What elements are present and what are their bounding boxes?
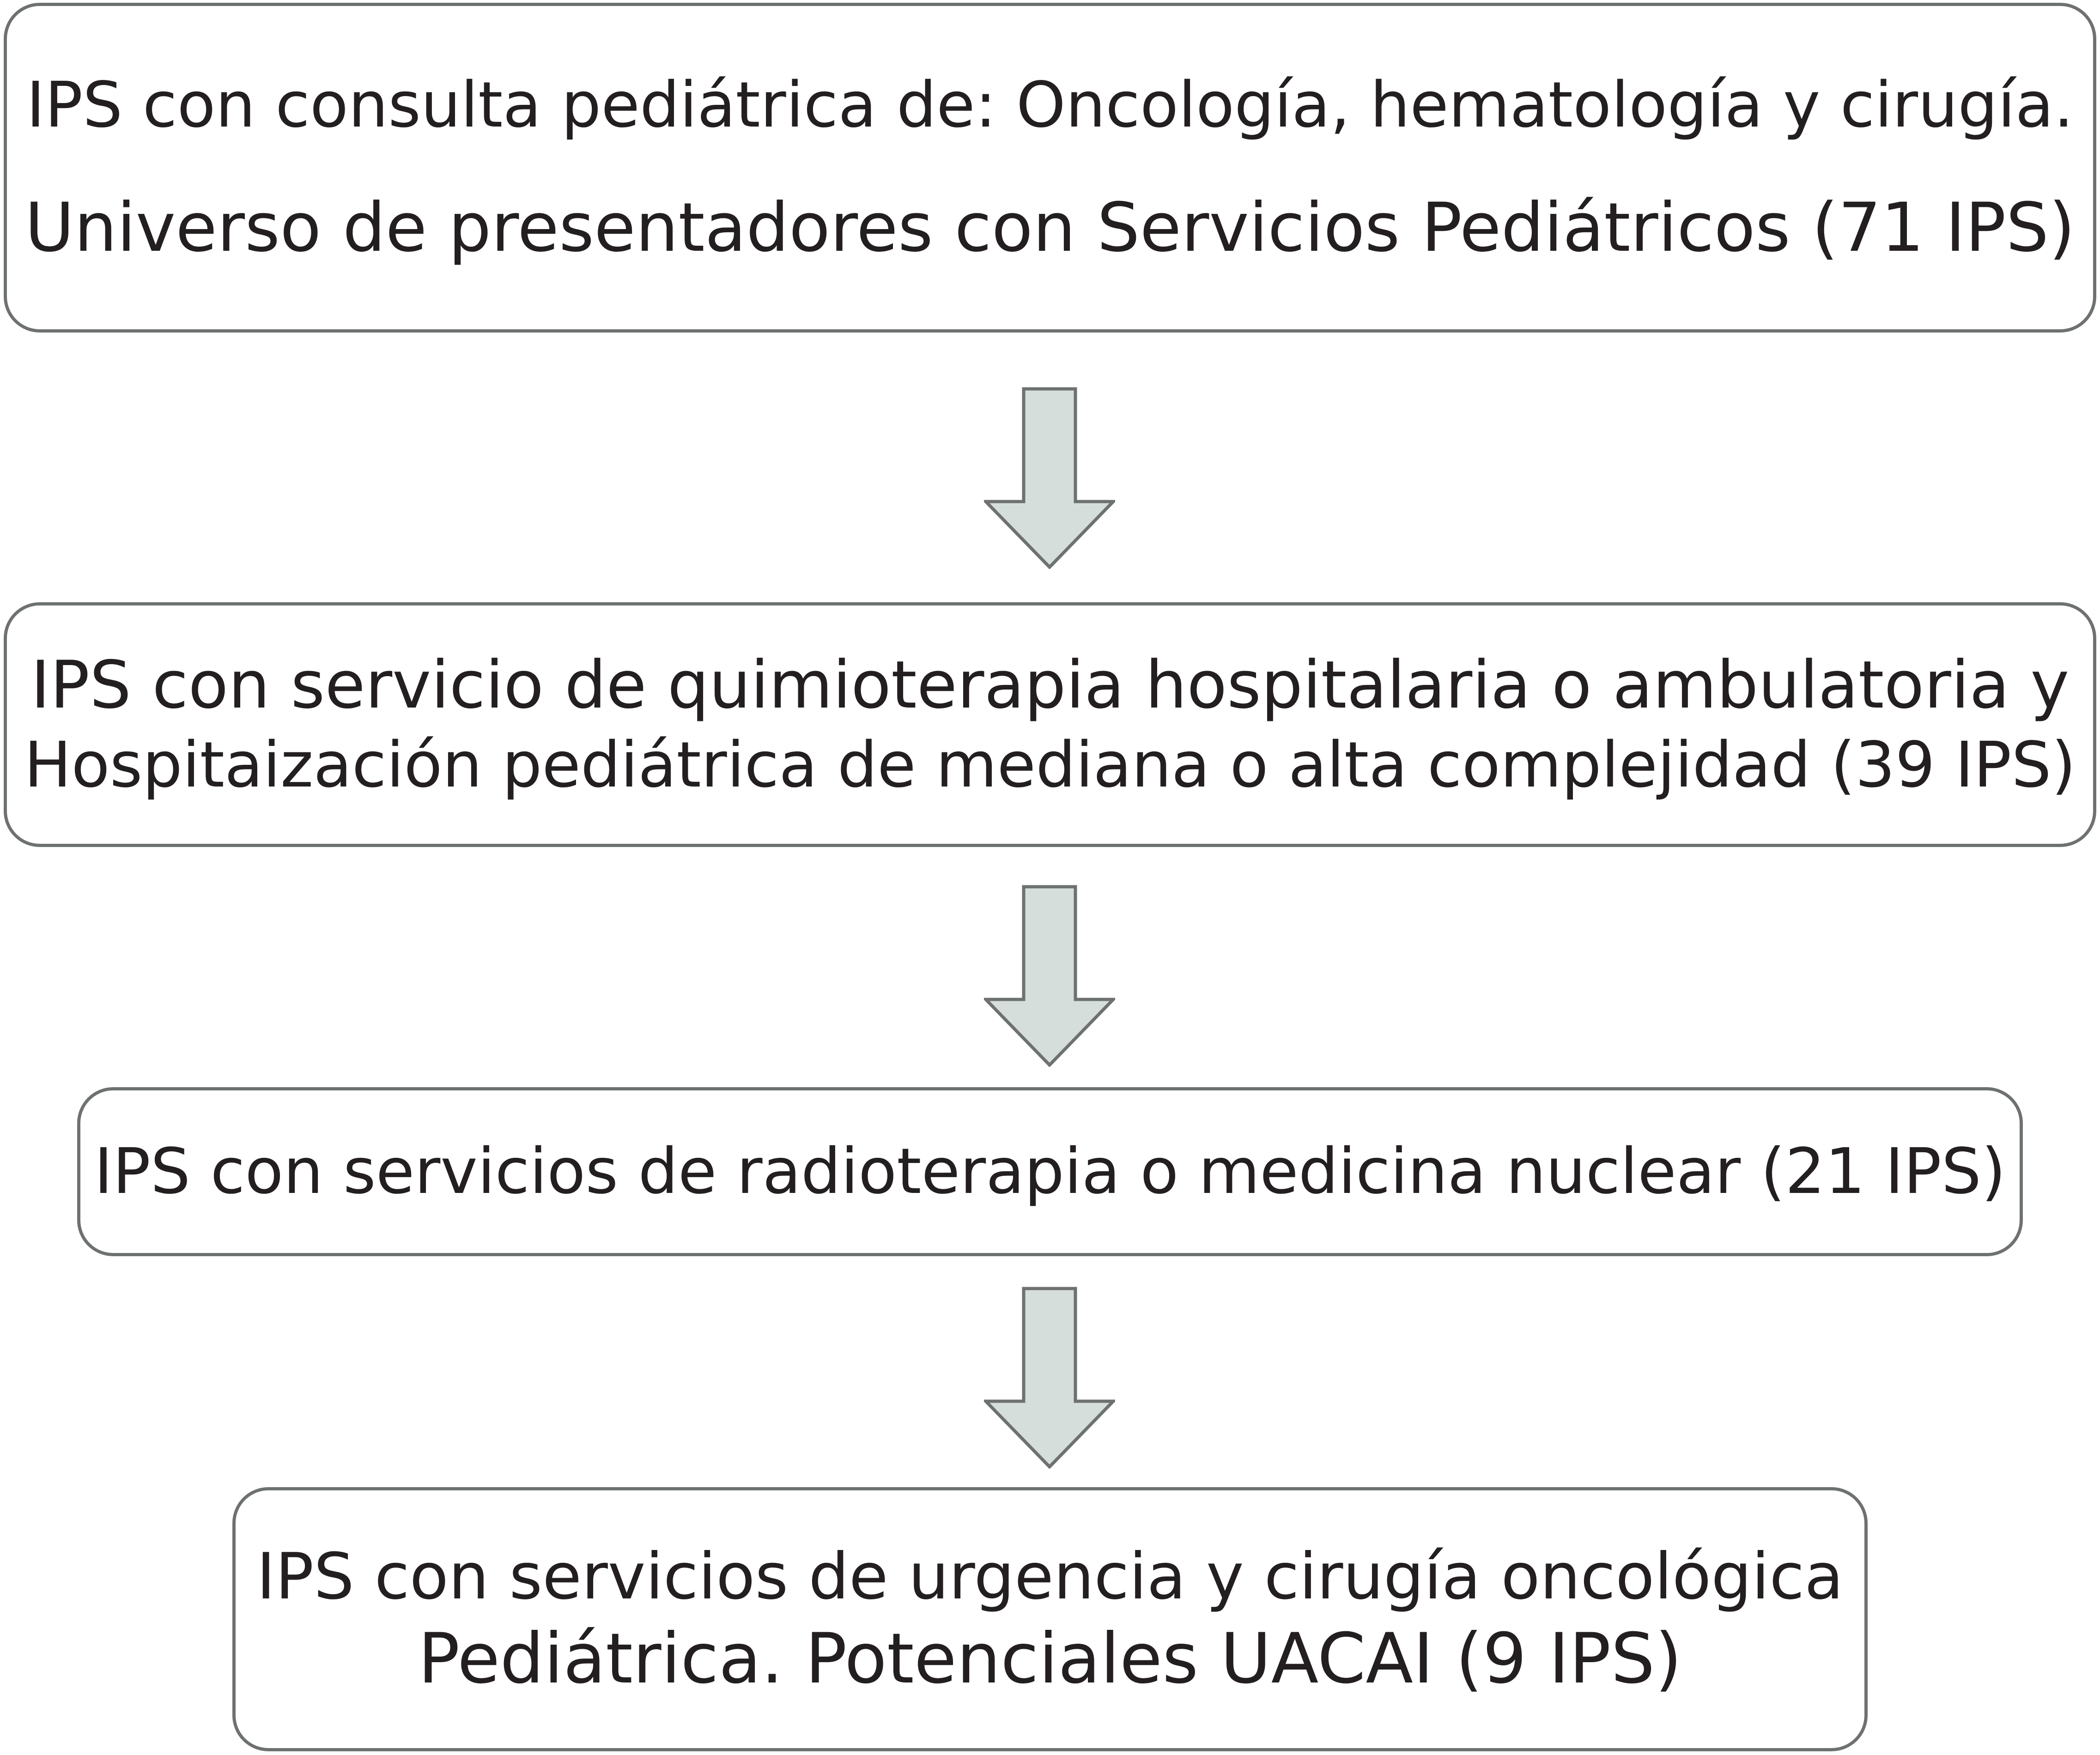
step-4-line-2: Pediátrica. Potenciales UACAI (9 IPS) <box>418 1619 1682 1699</box>
step-3-line-1: IPS con servicios de radioterapia o medicina nuclear (21 IPS) <box>94 1135 2006 1208</box>
step-2-line-1: IPS con servicio de quimioterapia hospitalaria o ambulatoria y <box>30 647 2070 723</box>
step-box-2 <box>4 602 2096 847</box>
down-arrow-icon <box>984 885 1115 1067</box>
step-box-1 <box>4 3 2096 333</box>
step-2-line-2: Hospitaización pediátrica de mediana o alta complejidad (39 IPS) <box>24 729 2076 802</box>
down-arrow-icon <box>984 1287 1115 1469</box>
step-1-line-2: Universo de presentadores con Servicios Pediátricos (71 IPS) <box>24 188 2076 267</box>
step-1-line-1: IPS con consulta pediátrica de: Oncología, hematología y cirugía. <box>26 69 2074 142</box>
step-box-3 <box>77 1087 2023 1256</box>
step-4-line-1: IPS con servicios de urgencia y cirugía oncológica <box>256 1539 1844 1614</box>
down-arrow-icon <box>984 387 1115 569</box>
step-box-4 <box>232 1487 1868 1751</box>
